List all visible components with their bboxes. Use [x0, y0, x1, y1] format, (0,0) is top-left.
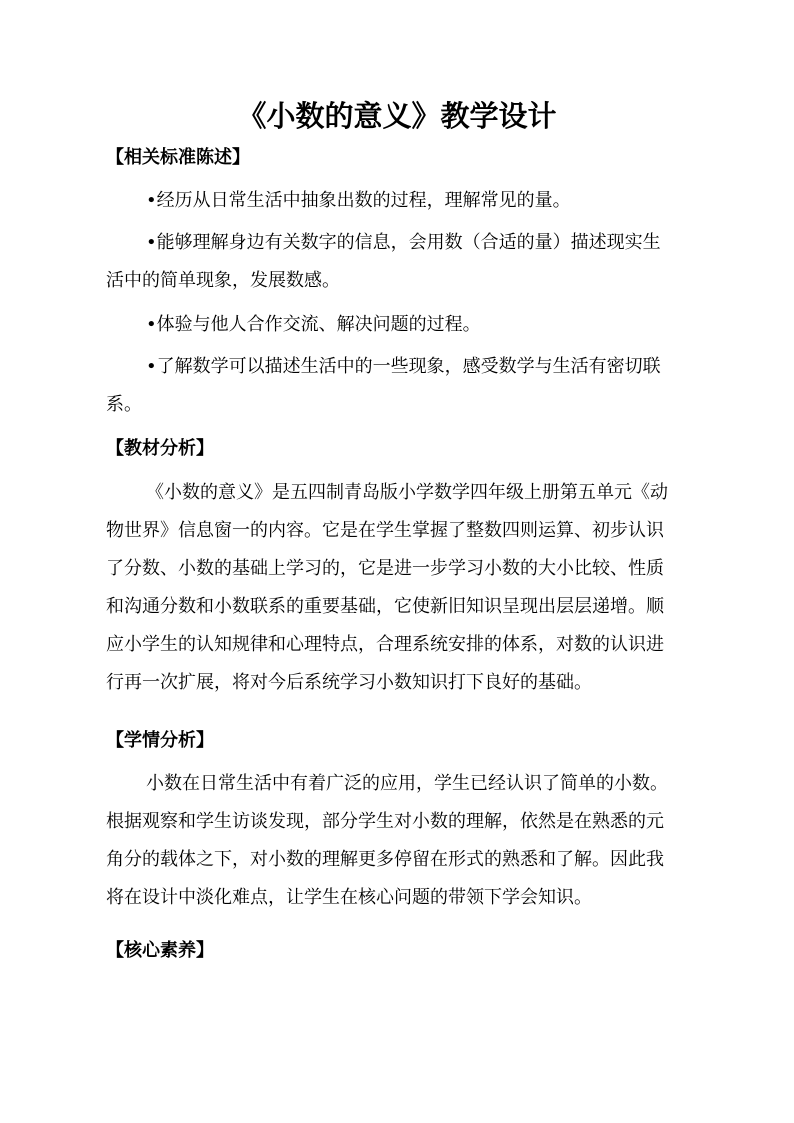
text-line: •能够理解身边有关数字的信息，会用数（合适的量）描述现实生 [146, 232, 661, 253]
text-line: 《小数的意义》是五四制青岛版小学数学四年级上册第五单元《动 [146, 482, 668, 503]
document-title: 《小数的意义》教学设计 [237, 99, 557, 133]
standards-item-4 [106, 348, 696, 424]
section-heading-student-analysis: 【学情分析】 [106, 730, 214, 751]
text-line: 角分的载体之下，对小数的理解更多停留在形式的熟悉和了解。因此我 [106, 849, 664, 870]
section-heading-standards: 【相关标准陈述】 [106, 147, 250, 168]
text-line: 和沟通分数和小数联系的重要基础，它使新旧知识呈现出层层递增。顺 [106, 596, 664, 617]
standards-item-3 [106, 306, 696, 344]
student-analysis-paragraph [106, 765, 696, 917]
text-line: 系。 [106, 394, 142, 415]
standards-item-1 [106, 182, 696, 220]
text-line: 根据观察和学生访谈发现，部分学生对小数的理解，依然是在熟悉的元 [106, 811, 664, 832]
text-line: 应小学生的认知规律和心理特点，合理系统安排的体系，对数的认识进 [106, 634, 664, 655]
text-line: 物世界》信息窗一的内容。它是在学生掌握了整数四则运算、初步认识 [106, 520, 664, 541]
section-heading-core-literacy: 【核心素养】 [106, 940, 214, 961]
text-line: •体验与他人合作交流、解决问题的过程。 [146, 314, 481, 335]
text-line: •了解数学可以描述生活中的一些现象，感受数学与生活有密切联 [146, 356, 661, 377]
text-line: 小数在日常生活中有着广泛的应用，学生已经认识了简单的小数。 [146, 773, 668, 794]
textbook-analysis-paragraph [106, 474, 696, 702]
text-line: 活中的简单现象，发展数感。 [106, 270, 340, 291]
text-line: 行再一次扩展，将对今后系统学习小数知识打下良好的基础。 [106, 672, 592, 693]
text-line: •经历从日常生活中抽象出数的过程，理解常见的量。 [146, 190, 571, 211]
text-line: 了分数、小数的基础上学习的，它是进一步学习小数的大小比较、性质 [106, 558, 664, 579]
standards-item-2 [106, 224, 696, 300]
section-heading-textbook-analysis: 【教材分析】 [106, 438, 214, 459]
text-line: 将在设计中淡化难点，让学生在核心问题的带领下学会知识。 [106, 887, 592, 908]
